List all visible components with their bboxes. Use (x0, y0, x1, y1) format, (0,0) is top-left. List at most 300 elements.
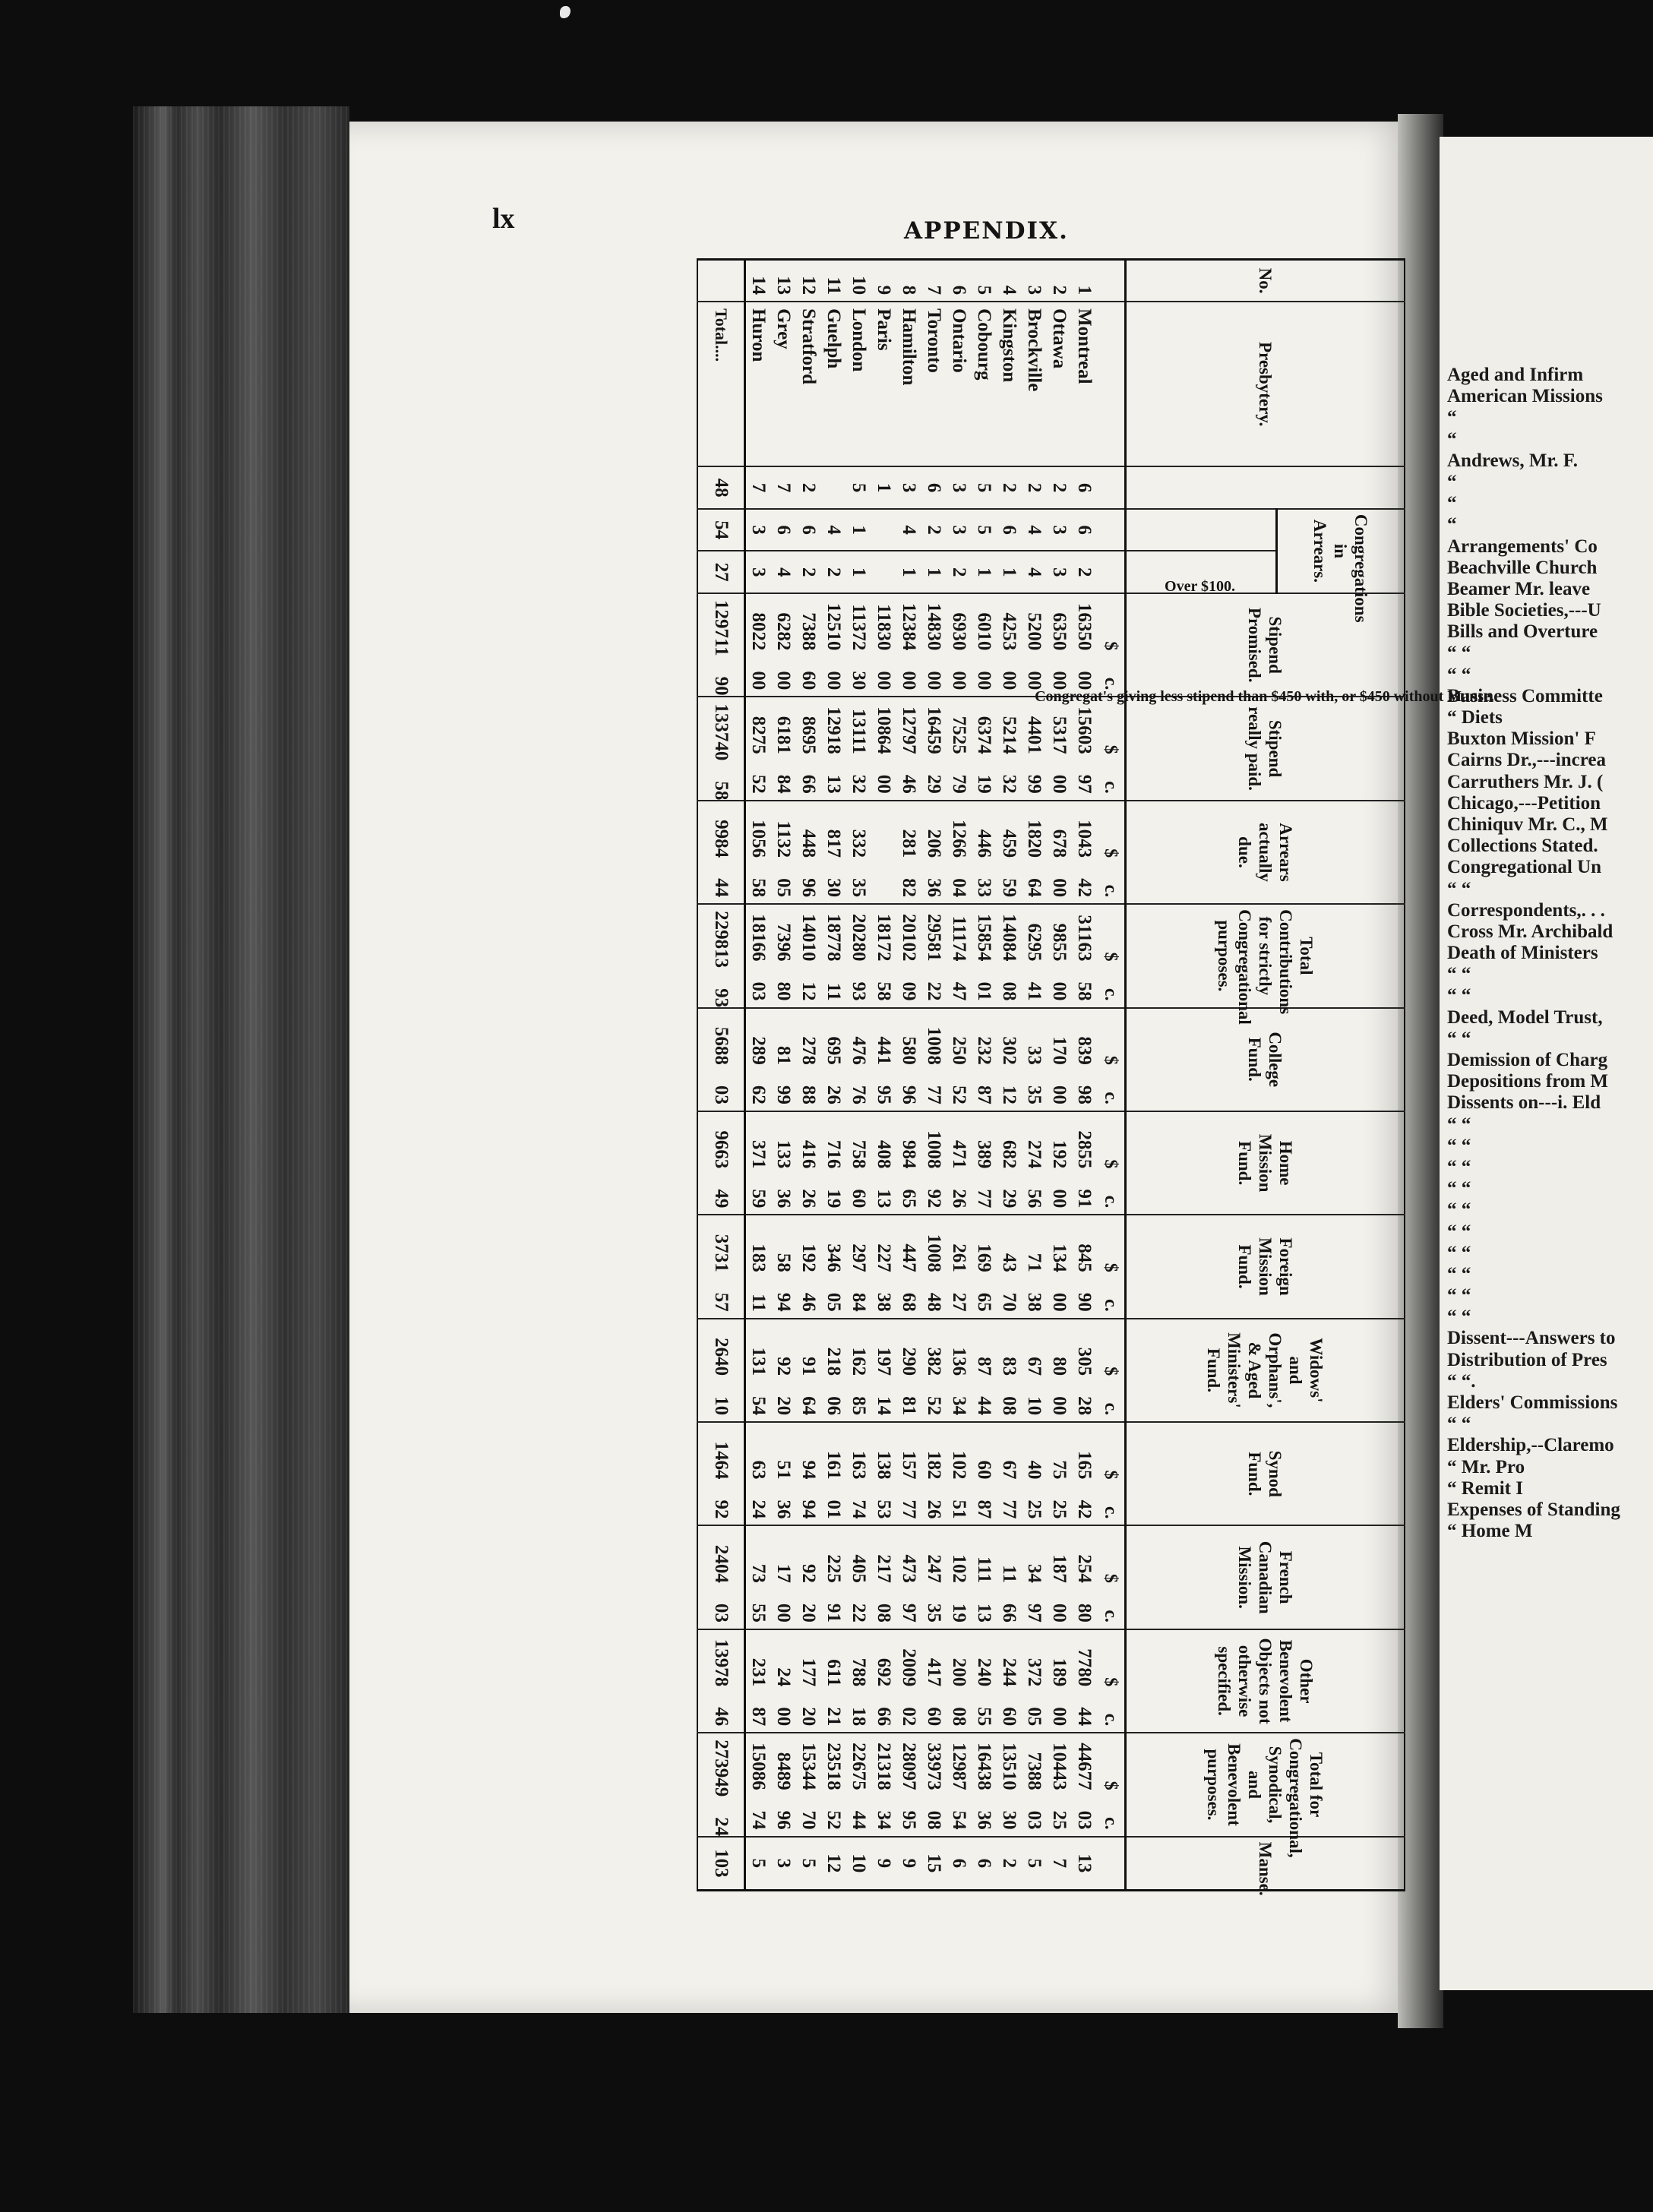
amount-dollars: 14084 (999, 914, 1019, 962)
amount-cents: 49 (711, 1189, 732, 1209)
amount-cents: 74 (748, 1810, 769, 1830)
amount-dollars: 133 (773, 1139, 794, 1169)
presbytery-name: Ottawa (1047, 302, 1072, 466)
table-row (1047, 260, 1072, 1891)
table-row (972, 260, 997, 1891)
amount-dollars: 11372 (849, 604, 869, 651)
amount-arrears (1072, 801, 1097, 904)
amount-foreign (896, 1215, 921, 1318)
amount-dollars: 10443 (1049, 1743, 1070, 1790)
amount-cents: 03 (1074, 1810, 1095, 1830)
amount-dollars: 261 (949, 1243, 969, 1272)
count-less-stipend: 5 (846, 466, 871, 509)
index-entry: Collections Stated. (1447, 836, 1598, 857)
amount-cents: 00 (748, 671, 769, 690)
amount-cents: 93 (711, 988, 732, 1008)
amount-home (771, 1111, 796, 1215)
amount-dollars: 20102 (899, 914, 919, 962)
amount-cents: 42 (1074, 1499, 1095, 1519)
amount-dollars: 9663 (711, 1130, 732, 1169)
amount-cents: 09 (899, 981, 919, 1001)
amount-strict (972, 904, 997, 1007)
units-cell: $c. (1097, 1525, 1126, 1629)
amount-dollars: 217 (874, 1554, 894, 1583)
amount-cents: 20 (798, 1707, 819, 1727)
col-header-arrears-1 (1126, 509, 1277, 551)
index-entry: “ (1447, 428, 1457, 450)
running-head: APPENDIX. (904, 217, 1069, 245)
amount-promised (796, 593, 821, 697)
count-arrears-over-100: 2 (1072, 551, 1097, 593)
amount-cents: 00 (1049, 1292, 1070, 1312)
amount-widows (745, 1319, 772, 1422)
index-entry: “ “ (1447, 1114, 1471, 1135)
amount-french (871, 1525, 896, 1629)
amount-cents: 00 (874, 671, 894, 690)
presbytery-name: London (846, 302, 871, 466)
amount-dollars: 1266 (949, 820, 969, 858)
col-header-home-mission: Home Mission Fund. (1126, 1111, 1405, 1215)
amount-dollars: 87 (974, 1357, 994, 1376)
presbytery-name: Paris (871, 302, 896, 466)
count-arrears: 4 (821, 509, 846, 551)
manse-count: 6 (972, 1837, 997, 1891)
amount-dollars: 23518 (823, 1743, 844, 1790)
amount-dollars: 839 (1074, 1036, 1095, 1065)
amount-dollars: 1008 (924, 1130, 944, 1169)
dust-speck (560, 6, 570, 18)
amount-paid (997, 697, 1022, 800)
count-less-stipend: 6 (1072, 466, 1097, 509)
header-row (1277, 260, 1405, 1891)
amount-strict (697, 904, 745, 1007)
amount-dollars: 91 (798, 1357, 819, 1376)
amount-arrears (972, 801, 997, 904)
amount-dollars: 6350 (1049, 612, 1070, 651)
amount-total (745, 1733, 772, 1836)
amount-cents: 21 (823, 1707, 844, 1727)
index-entry: “ “ (1447, 878, 1471, 899)
amount-dollars: 225 (823, 1554, 844, 1583)
amount-cents: 82 (899, 878, 919, 898)
amount-dollars: 71 (1024, 1253, 1045, 1272)
index-entry: “ “ (1447, 1221, 1471, 1242)
manse-count: 2 (997, 1837, 1022, 1891)
amount-cents: 00 (924, 671, 944, 690)
amount-cents: 80 (1074, 1603, 1095, 1623)
amount-cents: 48 (924, 1292, 944, 1312)
col-header-widows: Widows' and Orphans', & Aged Ministers' Fund. (1126, 1319, 1405, 1422)
amount-cents: 64 (1024, 878, 1045, 898)
row-number: 13 (771, 260, 796, 302)
count-less-stipend: 5 (972, 466, 997, 509)
amount-dollars: 200 (949, 1657, 969, 1687)
amount-widows (796, 1319, 821, 1422)
amount-dollars: 18166 (748, 914, 769, 962)
amount-cents: 66 (874, 1707, 894, 1727)
table-row (997, 260, 1022, 1891)
amount-cents: 18 (849, 1707, 869, 1727)
amount-dollars: 11830 (874, 604, 894, 651)
amount-promised (921, 593, 947, 697)
amount-cents: 65 (899, 1189, 919, 1209)
amount-cents: 00 (899, 671, 919, 690)
count-less-stipend (821, 466, 846, 509)
amount-foreign (1072, 1215, 1097, 1318)
amount-college (871, 1008, 896, 1111)
count-arrears: 3 (1047, 509, 1072, 551)
amount-french (896, 1525, 921, 1629)
presbytery-name: Grey (771, 302, 796, 466)
amount-synod (947, 1422, 972, 1525)
col-header-college: College Fund. (1126, 1008, 1405, 1111)
amount-arrears (1047, 801, 1072, 904)
amount-dollars: 161 (823, 1450, 844, 1480)
amount-dollars: 24 (773, 1667, 794, 1687)
amount-dollars: 183 (748, 1243, 769, 1272)
amount-dollars: 6374 (974, 716, 994, 754)
amount-synod (997, 1422, 1022, 1525)
col-header-less-stipend: Congregat's giving less stipend than $450 with, or $450 without Manse. (1126, 466, 1405, 509)
amount-foreign (745, 1215, 772, 1318)
amount-foreign (921, 1215, 947, 1318)
amount-arrears (821, 801, 846, 904)
manse-count: 9 (896, 1837, 921, 1891)
amount-dollars: 12510 (823, 602, 844, 651)
index-entry: Dissent---Answers to (1447, 1328, 1616, 1349)
amount-cents: 03 (748, 981, 769, 1001)
units-cell: $c. (1097, 593, 1126, 697)
amount-cents: 54 (748, 1396, 769, 1416)
amount-dollars: 189 (1049, 1657, 1070, 1687)
index-entry: “ “ (1447, 1028, 1471, 1049)
amount-synod (1022, 1422, 1047, 1525)
amount-cents: 24 (748, 1499, 769, 1519)
count-less-stipend: 7 (771, 466, 796, 509)
amount-cents: 30 (849, 671, 869, 690)
amount-cents: 62 (748, 1085, 769, 1104)
amount-cents: 97 (1074, 774, 1095, 794)
row-number: 7 (921, 260, 947, 302)
amount-dollars: 7388 (1024, 1752, 1045, 1790)
amount-dollars: 247 (924, 1554, 944, 1583)
amount-cents: 41 (1024, 981, 1045, 1001)
amount-french (1072, 1525, 1097, 1629)
amount-foreign (972, 1215, 997, 1318)
index-entry: Death of Ministers (1447, 943, 1598, 964)
amount-french (796, 1525, 821, 1629)
amount-cents: 84 (773, 774, 794, 794)
amount-synod (972, 1422, 997, 1525)
amount-cents: 85 (849, 1396, 869, 1416)
amount-dollars: 5200 (1024, 612, 1045, 651)
amount-cents: 42 (1074, 878, 1095, 898)
count-arrears: 4 (1022, 509, 1047, 551)
amount-dollars: 12797 (899, 706, 919, 754)
amount-home (921, 1111, 947, 1215)
amount-arrears (921, 801, 947, 904)
amount-dollars: 6181 (773, 716, 794, 754)
amount-dollars: 6282 (773, 612, 794, 651)
units-cell: $c. (1097, 1008, 1126, 1111)
amount-cents: 08 (999, 1396, 1019, 1416)
amount-cents: 13 (874, 1189, 894, 1209)
amount-dollars: 40 (1024, 1460, 1045, 1480)
amount-dollars: 133740 (711, 703, 732, 761)
amount-home (796, 1111, 821, 1215)
amount-cents: 46 (899, 774, 919, 794)
amount-dollars: 302 (999, 1036, 1019, 1065)
amount-cents: 77 (974, 1189, 994, 1209)
index-entry: “ “ (1447, 1242, 1471, 1263)
amount-foreign (997, 1215, 1022, 1318)
amount-college (821, 1008, 846, 1111)
amount-cents: 00 (1049, 1189, 1070, 1209)
index-entry: Andrews, Mr. F. (1447, 450, 1579, 471)
amount-dollars: 16459 (924, 706, 944, 754)
amount-cents: 03 (1024, 1810, 1045, 1830)
index-entry: “ Diets (1447, 707, 1503, 728)
right-page (1440, 137, 1653, 1990)
amount-cents: 87 (748, 1707, 769, 1727)
amount-dollars: 44677 (1074, 1743, 1095, 1790)
amount-cents: 01 (823, 1499, 844, 1519)
amount-dollars: 692 (874, 1657, 894, 1687)
amount-other (796, 1629, 821, 1733)
index-entry: Cross Mr. Archibald (1447, 921, 1613, 942)
amount-cents: 00 (1049, 774, 1070, 794)
amount-dollars: 18778 (823, 914, 844, 962)
amount-dollars: 278 (798, 1036, 819, 1065)
amount-widows (821, 1319, 846, 1422)
amount-dollars: 16438 (974, 1743, 994, 1790)
amount-dollars: 131 (748, 1347, 769, 1376)
amount-cents: 84 (849, 1292, 869, 1312)
index-entry: Depositions from M (1447, 1071, 1609, 1092)
amount-dollars: 162 (849, 1347, 869, 1376)
amount-cents: 00 (1049, 1085, 1070, 1104)
amount-college (697, 1008, 745, 1111)
amount-dollars: 17 (773, 1563, 794, 1583)
index-entry: Arrangements' Co (1447, 536, 1598, 557)
amount-cents: 06 (823, 1396, 844, 1416)
amount-foreign (1022, 1215, 1047, 1318)
units-row (1097, 260, 1126, 1891)
amount-promised (821, 593, 846, 697)
amount-dollars: 10864 (874, 706, 894, 754)
amount-other (896, 1629, 921, 1733)
amount-synod (896, 1422, 921, 1525)
count-arrears: 6 (1072, 509, 1097, 551)
amount-dollars: 134 (1049, 1243, 1070, 1272)
amount-cents: 36 (773, 1189, 794, 1209)
amount-dollars: 75 (1049, 1460, 1070, 1480)
index-entry: Eldership,--Claremo (1447, 1435, 1614, 1456)
amount-foreign (796, 1215, 821, 1318)
count-less-stipend: 2 (796, 466, 821, 509)
amount-widows (1072, 1319, 1097, 1422)
amount-cents: 99 (773, 1085, 794, 1104)
index-entry: Beachville Church (1447, 557, 1598, 578)
amount-dollars: 129711 (711, 599, 732, 656)
index-entry: Chiniquv Mr. C., M (1447, 814, 1608, 835)
amount-dollars: 9984 (711, 820, 732, 858)
amount-dollars: 984 (899, 1139, 919, 1169)
amount-strict (1022, 904, 1047, 1007)
table-body (697, 260, 1126, 1891)
count-arrears: 5 (972, 509, 997, 551)
amount-french (921, 1525, 947, 1629)
count-less-stipend: 3 (896, 466, 921, 509)
amount-total (846, 1733, 871, 1836)
amount-dollars: 1132 (773, 820, 794, 858)
amount-college (796, 1008, 821, 1111)
amount-dollars: 28097 (899, 1743, 919, 1790)
amount-cents: 01 (974, 981, 994, 1001)
col-header-arrears-over-100: Over $100. (1126, 551, 1277, 593)
amount-cents: 44 (711, 878, 732, 898)
amount-cents: 27 (949, 1292, 969, 1312)
table-row (1072, 260, 1097, 1891)
amount-cents: 32 (999, 774, 1019, 794)
amount-cents: 00 (1049, 671, 1070, 690)
amount-dollars: 34 (1024, 1563, 1045, 1583)
amount-dollars: 169 (974, 1243, 994, 1272)
count-less-stipend: 2 (997, 466, 1022, 509)
col-header-other: Other Benevolent Objects not otherwise specified. (1126, 1629, 1405, 1733)
amount-synod (846, 1422, 871, 1525)
amount-widows (947, 1319, 972, 1422)
amount-cents: 25 (1049, 1810, 1070, 1830)
amount-dollars: 6930 (949, 612, 969, 651)
amount-dollars: 611 (823, 1659, 844, 1687)
index-entry: Business Committe (1447, 685, 1603, 706)
amount-home (1072, 1111, 1097, 1215)
amount-arrears (947, 801, 972, 904)
amount-dollars: 8022 (748, 612, 769, 651)
table-row (821, 260, 846, 1891)
amount-dollars: 290 (899, 1347, 919, 1376)
index-entry: Chicago,---Petition (1447, 792, 1601, 814)
amount-dollars: 580 (899, 1036, 919, 1065)
amount-strict (745, 904, 772, 1007)
amount-total (796, 1733, 821, 1836)
amount-other (997, 1629, 1022, 1733)
col-header-no: No. (1126, 260, 1405, 302)
amount-synod (1047, 1422, 1072, 1525)
amount-cents: 08 (999, 981, 1019, 1001)
amount-dollars: 92 (798, 1563, 819, 1583)
index-entry: “ “. (1447, 1370, 1476, 1392)
units-cell: $c. (1097, 697, 1126, 800)
manse-count: 15 (921, 1837, 947, 1891)
amount-dollars: 1008 (924, 1234, 944, 1272)
amount-dollars: 227 (874, 1243, 894, 1272)
col-header-arrears-due: Arrears actually due. (1126, 801, 1405, 904)
amount-dollars: 7780 (1074, 1648, 1095, 1687)
count-arrears: 4 (896, 509, 921, 551)
amount-dollars: 92 (773, 1357, 794, 1376)
page-edges (133, 106, 349, 2013)
amount-cents: 03 (711, 1603, 732, 1623)
amount-college (997, 1008, 1022, 1111)
amount-dollars: 6295 (1024, 923, 1045, 962)
index-entry: “ “ (1447, 1307, 1471, 1328)
amount-dollars: 5688 (711, 1026, 732, 1065)
amount-dollars: 682 (999, 1139, 1019, 1169)
amount-dollars: 197 (874, 1347, 894, 1376)
amount-other (947, 1629, 972, 1733)
amount-foreign (821, 1215, 846, 1318)
presbytery-name: Huron (745, 302, 772, 466)
col-header-stipend-promised: Stipend Promised. (1126, 593, 1405, 697)
col-header-french: French Canadian Mission. (1126, 1525, 1405, 1629)
amount-total (871, 1733, 896, 1836)
amount-cents: 00 (773, 1603, 794, 1623)
amount-cents: 00 (1074, 671, 1095, 690)
amount-dollars: 1056 (748, 820, 769, 858)
index-entry: Elders' Commissions (1447, 1392, 1618, 1413)
amount-cents: 90 (1074, 1292, 1095, 1312)
amount-cents: 25 (1049, 1499, 1070, 1519)
amount-cents: 00 (773, 1707, 794, 1727)
amount-home (1022, 1111, 1047, 1215)
amount-total (1047, 1733, 1072, 1836)
amount-promised (972, 593, 997, 697)
amount-arrears (846, 801, 871, 904)
index-list (1447, 365, 1653, 1542)
amount-cents: 94 (773, 1292, 794, 1312)
count-arrears-over-100: 1 (972, 551, 997, 593)
amount-strict (821, 904, 846, 1007)
amount-cents: 35 (849, 878, 869, 898)
amount-foreign (846, 1215, 871, 1318)
amount-cents: 77 (999, 1499, 1019, 1519)
amount-college (771, 1008, 796, 1111)
page-number: lx (492, 203, 515, 235)
amount-dollars: 182 (924, 1450, 944, 1480)
index-entry: “ “ (1447, 985, 1471, 1006)
amount-french (997, 1525, 1022, 1629)
amount-dollars: 678 (1049, 829, 1070, 858)
amount-paid (1072, 697, 1097, 800)
manse-count: 12 (821, 1837, 846, 1891)
row-number: 10 (846, 260, 871, 302)
amount-dollars: 382 (924, 1347, 944, 1376)
amount-cents: 94 (798, 1499, 819, 1519)
amount-dollars: 51 (773, 1460, 794, 1480)
amount-widows (896, 1319, 921, 1422)
table-row (921, 260, 947, 1891)
amount-cents: 81 (899, 1396, 919, 1416)
count-arrears: 3 (947, 509, 972, 551)
count-arrears-over-100: 3 (1047, 551, 1072, 593)
count-arrears: 6 (796, 509, 821, 551)
total-row (697, 260, 745, 1891)
amount-promised (896, 593, 921, 697)
amount-cents: 88 (798, 1085, 819, 1104)
amount-dollars: 43 (999, 1253, 1019, 1272)
manse-count: 5 (796, 1837, 821, 1891)
amount-dollars: 1043 (1074, 820, 1095, 858)
index-entry: Dissents on---i. Eld (1447, 1092, 1601, 1114)
amount-dollars: 281 (899, 829, 919, 858)
count-less-stipend: 6 (921, 466, 947, 509)
amount-promised (1047, 593, 1072, 697)
amount-arrears (896, 801, 921, 904)
amount-widows (921, 1319, 947, 1422)
amount-french (771, 1525, 796, 1629)
